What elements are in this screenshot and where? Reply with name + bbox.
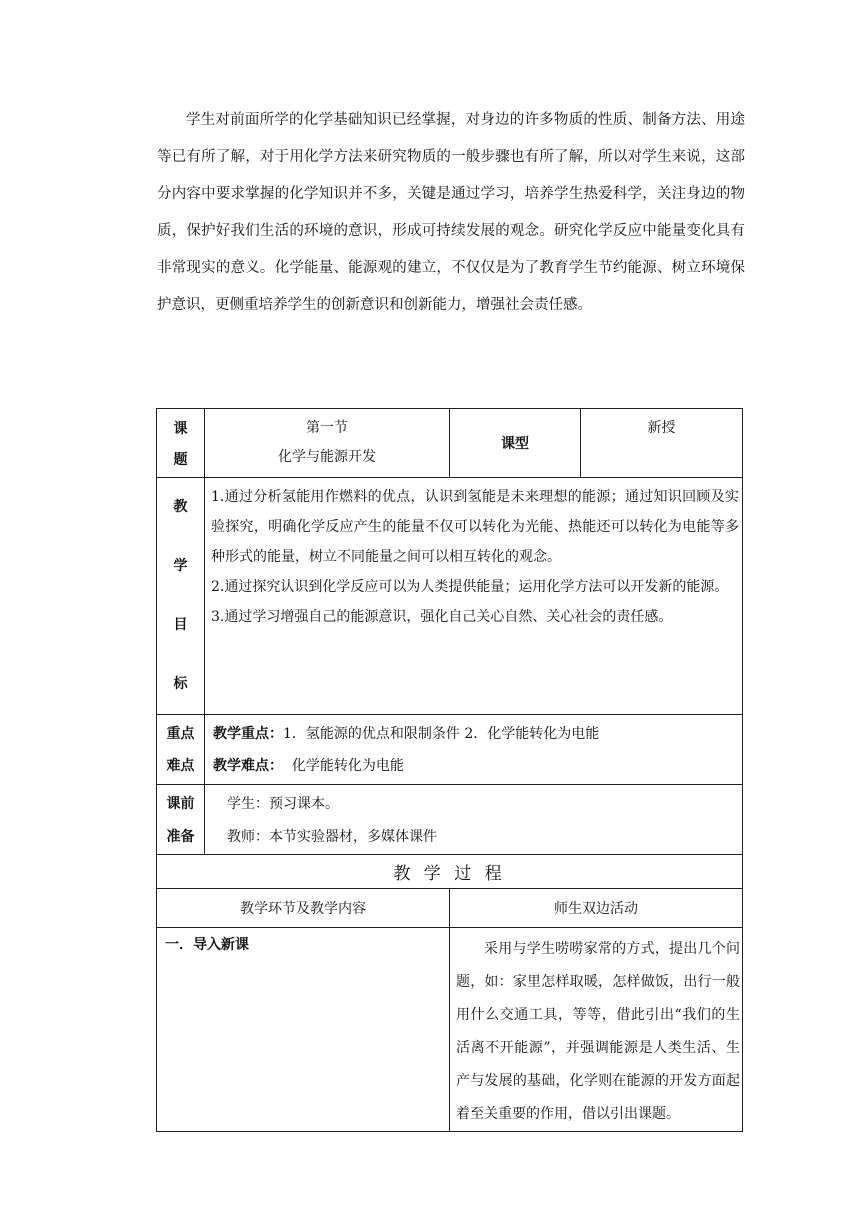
step1-activity: 采用与学生唠唠家常的方式，提出几个问题，如：家里怎样取暖，怎样做饭，出行一般用什么交通工具，等等，借此引出“我们的生活离不开能源”，并强调能源是人类生活、生产与发展的基础，化学则在能源的开发方面起着至关重要的作用，借以引出课题。 — [450, 928, 743, 1132]
key-content — [205, 715, 743, 785]
objective-1: 1.通过分析氢能用作燃料的优点，认识到氢能是未来理想的能源；通过知识回顾及实验探究，明确化学反应产生的能量不仅可以转化为光能、热能还可以转化为电能等多种形式的能量，树立不同能量之间可以相互转化的观念。 — [211, 489, 739, 565]
difficult-point-label: 教学难点： — [213, 758, 283, 774]
prep-content — [205, 785, 743, 855]
difficult-point-text: 化学能转化为电能 — [291, 758, 404, 774]
objectives-content — [205, 478, 743, 715]
prep-label: 课前 准备 — [157, 785, 205, 855]
objectives-row — [157, 478, 743, 715]
objectives-label: 教 学 目 标 — [157, 478, 205, 715]
type-label: 课型 — [450, 409, 581, 478]
process-title-row — [157, 855, 743, 889]
prep-student: 学生：预习课本。 — [227, 796, 339, 812]
intro-paragraph: 学生对前面所学的化学基础知识已经掌握，对身边的许多物质的性质、制备方法、用途等已有所了解，对于用化学方法来研究物质的一般步骤也有所了解，所以对学生来说，这部分内容中要求掌握的化学知识并不多，关键是通过学习，培养学生热爱科学，关注身边的物质，保护好我们生活的环境的意识，形成可持续发展的观念。研究化学反应中能量变化具有非常现实的意义。化学能量、能源观的建立，不仅仅是为了教育学生节约能源、树立环境保护意识，更侧重培养学生的创新意识和创新能力，增强社会责任感。 — [157, 112, 745, 313]
lesson-plan-table — [156, 408, 743, 1132]
step-row — [157, 928, 743, 1132]
key-point-label: 教学重点： — [213, 726, 283, 742]
topic-label: 课 题 — [157, 409, 205, 478]
process-header-row — [157, 889, 743, 928]
topic-row — [157, 409, 743, 478]
topic-title: 第一节 化学与能源开发 — [205, 409, 450, 478]
step1-title: 一．导入新课 — [157, 928, 450, 1132]
key-point-text: 1．氢能源的优点和限制条件 2．化学能转化为电能 — [283, 726, 600, 742]
key-points-row — [157, 715, 743, 785]
key-label: 重点 难点 — [157, 715, 205, 785]
col-left-header: 教学环节及教学内容 — [157, 889, 450, 928]
preparation-row — [157, 785, 743, 855]
objective-3: 3.通过学习增强自己的能源意识，强化自己关心自然、关心社会的责任感。 — [211, 609, 673, 625]
process-title: 教 学 过 程 — [157, 855, 743, 889]
prep-teacher: 教师：本节实验器材，多媒体课件 — [227, 829, 437, 845]
col-right-header: 师生双边活动 — [450, 889, 743, 928]
type-value: 新授 — [581, 409, 743, 478]
objective-2: 2.通过探究认识到化学反应可以为人类提供能量；运用化学方法可以开发新的能源。 — [211, 579, 729, 595]
